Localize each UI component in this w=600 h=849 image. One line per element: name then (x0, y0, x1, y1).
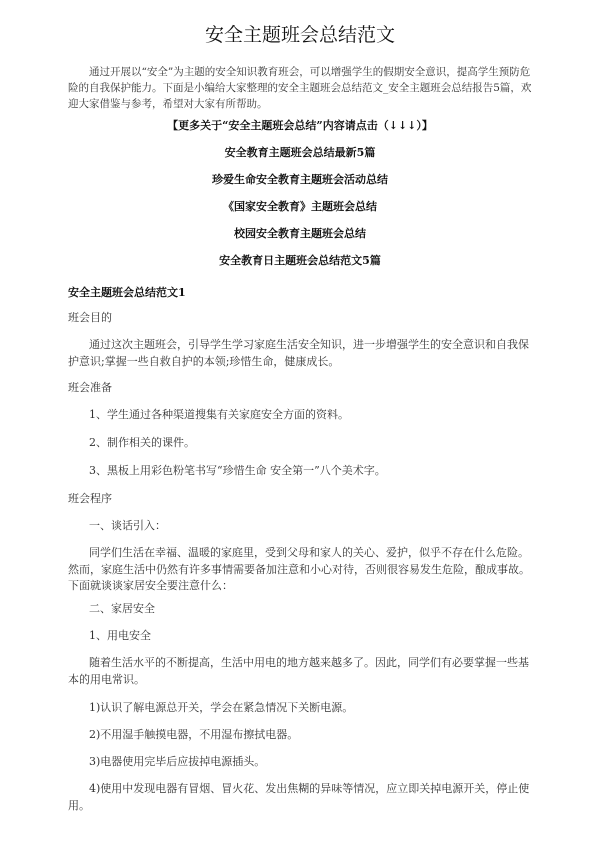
paragraph: 随着生活水平的不断提高，生活中用电的地方越来越多了。因此，同学们有必要掌握一些基本的用电常识。 (68, 656, 529, 686)
list-item: 2、制作相关的课件。 (89, 436, 195, 449)
paragraph: 同学们生活在幸福、温暖的家庭里，受到父母和家人的关心、爱护，似乎不存在什么危险。然而，家庭生活中仍然有许多事情需要备加注意和小心对待，否则很容易发生危险，酿成事故。下面就谈谈家居安全要注意什么： (68, 546, 530, 592)
subheading: 一、谈话引入： (89, 519, 166, 532)
related-link[interactable]: 安全教育日主题班会总结范文5篇 (219, 254, 381, 267)
heading-class-preparation: 班会准备 (68, 381, 112, 394)
related-links-header[interactable]: 【更多关于“安全主题班会总结”内容请点击（↓↓↓）】 (167, 119, 433, 132)
list-item: 1、学生通过各种渠道搜集有关家庭安全方面的资料。 (89, 408, 349, 421)
heading-class-purpose: 班会目的 (68, 311, 112, 324)
section-title: 安全主题班会总结范文1 (68, 286, 186, 299)
heading-class-procedure: 班会程序 (68, 492, 112, 505)
related-link[interactable]: 珍爱生命安全教育主题班会活动总结 (212, 173, 388, 186)
list-item: 2)不用湿手触摸电器，不用湿布擦拭电器。 (89, 728, 299, 741)
related-link[interactable]: 安全教育主题班会总结最新5篇 (224, 146, 376, 159)
intro-paragraph: 通过开展以“安全”为主题的安全知识教育班会，可以增强学生的假期安全意识，提高学生预防危险的自我保护能力。下面是小编给大家整理的安全主题班会总结范文_安全主题班会总结报告5篇，欢迎大家借鉴与参考，希望对大家有所帮助。 (68, 66, 532, 110)
document-title: 安全主题班会总结范文 (204, 24, 395, 46)
list-item: 3)电器使用完毕后应拔掉电源插头。 (89, 755, 266, 768)
paragraph: 通过这次主题班会，引导学生学习家庭生活安全知识，进一步增强学生的安全意识和自我保护意识;掌握一些自救自护的本领;珍惜生命，健康成长。 (68, 338, 529, 368)
related-links (0, 118, 600, 280)
related-link[interactable]: 校园安全教育主题班会总结 (234, 227, 366, 240)
list-item: 4)使用中发现电器有冒烟、冒火花、发出焦糊的异味等情况，应立即关掉电源开关，停止使用。 (68, 782, 530, 812)
subheading: 二、家居安全 (89, 602, 155, 615)
subheading: 1、用电安全 (89, 629, 151, 642)
related-link[interactable]: 《国家安全教育》主题班会总结 (223, 200, 377, 213)
list-item: 1)认识了解电源总开关，学会在紧急情况下关断电源。 (89, 701, 354, 714)
list-item: 3、黑板上用彩色粉笔书写“珍惜生命 安全第一”八个美术字。 (89, 464, 386, 477)
